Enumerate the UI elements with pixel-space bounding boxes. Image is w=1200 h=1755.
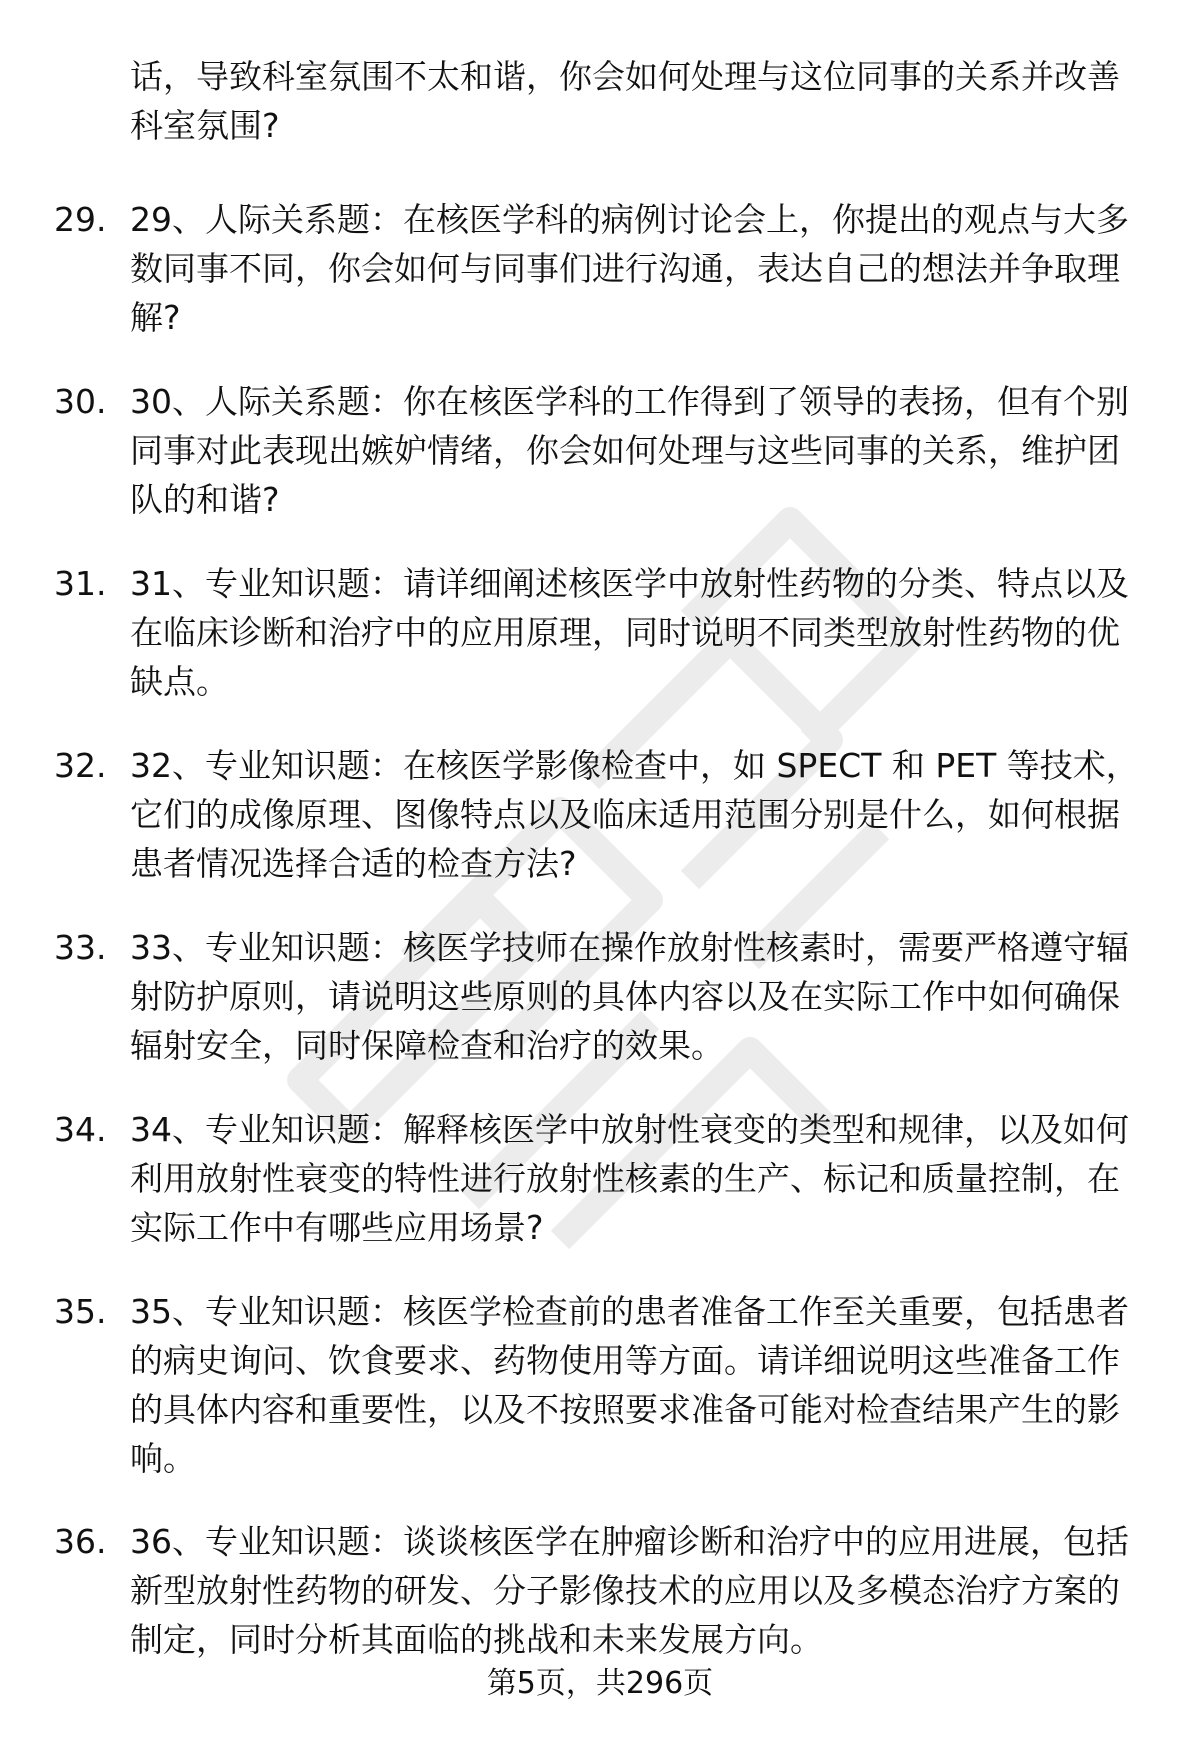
question-number: 36.: [54, 1522, 107, 1561]
question-item-33: [0, 923, 1200, 1105]
page-footer: 第5页，共296页: [486, 1666, 714, 1701]
continuation-text: 话，导致科室氛围不太和谐，你会如何处理与这位同事的关系并改善科室氛围?: [130, 57, 1120, 145]
question-list: [0, 195, 1200, 1699]
question-number: 33.: [54, 928, 107, 967]
question-number: 35.: [54, 1292, 107, 1331]
question-number: 30.: [54, 382, 107, 421]
question-item-32: [0, 741, 1200, 923]
question-number: 31.: [54, 564, 107, 603]
question-item-31: [0, 559, 1200, 741]
question-item-34: [0, 1105, 1200, 1287]
question-text: 31、专业知识题：请详细阐述核医学中放射性药物的分类、特点以及在临床诊断和治疗中的应用原理，同时说明不同类型放射性药物的优缺点。: [130, 564, 1129, 701]
question-text: 34、专业知识题：解释核医学中放射性衰变的类型和规律，以及如何利用放射性衰变的特性进行放射性核素的生产、标记和质量控制，在实际工作中有哪些应用场景?: [130, 1110, 1129, 1247]
question-text: 30、人际关系题：你在核医学科的工作得到了领导的表扬，但有个别同事对此表现出嫉妒情绪，你会如何处理与这些同事的关系，维护团队的和谐?: [130, 382, 1129, 519]
question-number: 29.: [54, 200, 107, 239]
question-item-35: [0, 1287, 1200, 1517]
question-text: 32、专业知识题：在核医学影像检查中，如 SPECT 和 PET 等技术，它们的成像原理、图像特点以及临床适用范围分别是什么，如何根据患者情况选择合适的检查方法?: [130, 746, 1139, 883]
question-text: 35、专业知识题：核医学检查前的患者准备工作至关重要，包括患者的病史询问、饮食要求、药物使用等方面。请详细说明这些准备工作的具体内容和重要性，以及不按照要求准备可能对检查结果产生的影响。: [130, 1292, 1129, 1478]
question-text: 29、人际关系题：在核医学科的病例讨论会上，你提出的观点与大多数同事不同，你会如何与同事们进行沟通，表达自己的想法并争取理解?: [130, 200, 1129, 337]
question-item-30: [0, 377, 1200, 559]
question-item-29: [0, 195, 1200, 377]
question-number: 34.: [54, 1110, 107, 1149]
question-number: 32.: [54, 746, 107, 785]
question-text: 33、专业知识题：核医学技师在操作放射性核素时，需要严格遵守辐射防护原则，请说明这些原则的具体内容以及在实际工作中如何确保辐射安全，同时保障检查和治疗的效果。: [130, 928, 1129, 1065]
question-text: 36、专业知识题：谈谈核医学在肿瘤诊断和治疗中的应用进展，包括新型放射性药物的研发、分子影像技术的应用以及多模态治疗方案的制定，同时分析其面临的挑战和未来发展方向。: [130, 1522, 1129, 1659]
